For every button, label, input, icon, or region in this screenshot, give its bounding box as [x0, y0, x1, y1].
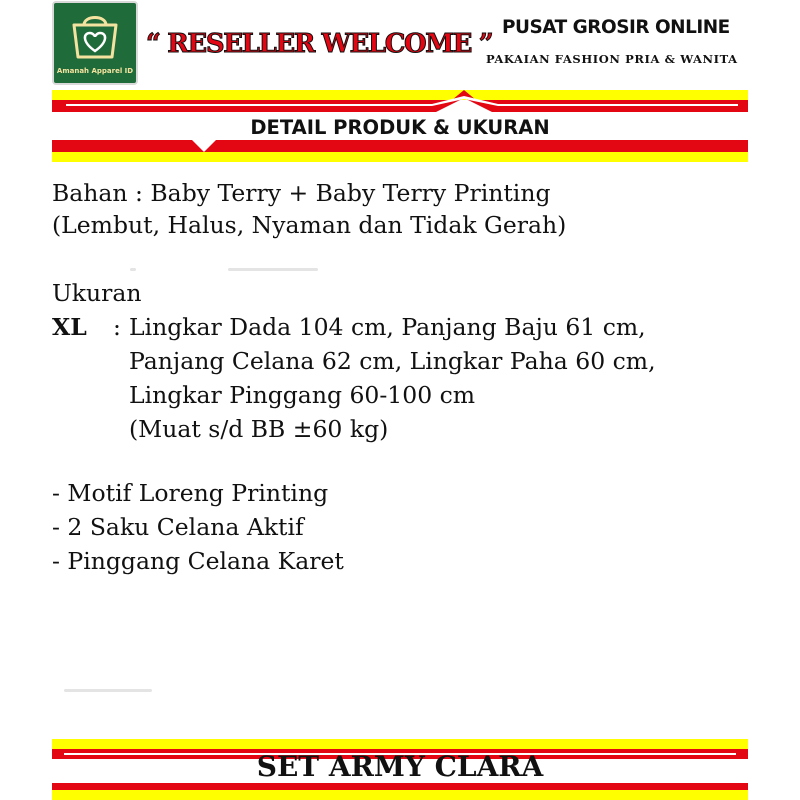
size-detail-line: Lingkar Dada 104 cm, Panjang Baju 61 cm, [129, 313, 646, 341]
feature-list [52, 476, 344, 578]
material-line-1: Bahan : Baby Terry + Baby Terry Printing [52, 179, 551, 207]
size-heading: Ukuran [52, 279, 142, 307]
size-colon: : [113, 313, 121, 341]
product-name-banner [52, 739, 748, 800]
feature-item: - 2 Saku Celana Aktif [52, 513, 304, 541]
faint-mark [228, 268, 318, 271]
feature-item: - Motif Loreng Printing [52, 479, 329, 507]
size-detail-line: Lingkar Pinggang 60-100 cm [129, 381, 476, 409]
feature-item: - Pinggang Celana Karet [52, 547, 344, 575]
slogan: “ RESELLER WELCOME ” [146, 29, 493, 59]
size-detail-line: (Muat s/d BB ±60 kg) [129, 415, 389, 443]
shopping-bag-heart-icon [66, 11, 124, 61]
size-detail-line: Panjang Celana 62 cm, Lingkar Paha 60 cm, [129, 347, 656, 375]
brand-subtitle: PAKAIAN FASHION PRIA & WANITA [486, 52, 738, 66]
brand-logo [52, 1, 138, 85]
size-code: XL [52, 313, 87, 341]
logo-text: Amanah Apparel ID [56, 67, 134, 75]
material-line-2: (Lembut, Halus, Nyaman dan Tidak Gerah) [52, 211, 567, 239]
section-title: DETAIL PRODUK & UKURAN [250, 116, 550, 139]
faint-mark [64, 689, 152, 692]
section-title-banner [52, 90, 748, 162]
brand-title: PUSAT GROSIR ONLINE [502, 16, 730, 38]
faint-mark [130, 268, 136, 271]
product-name: SET ARMY CLARA [256, 750, 544, 783]
size-details [129, 310, 656, 446]
